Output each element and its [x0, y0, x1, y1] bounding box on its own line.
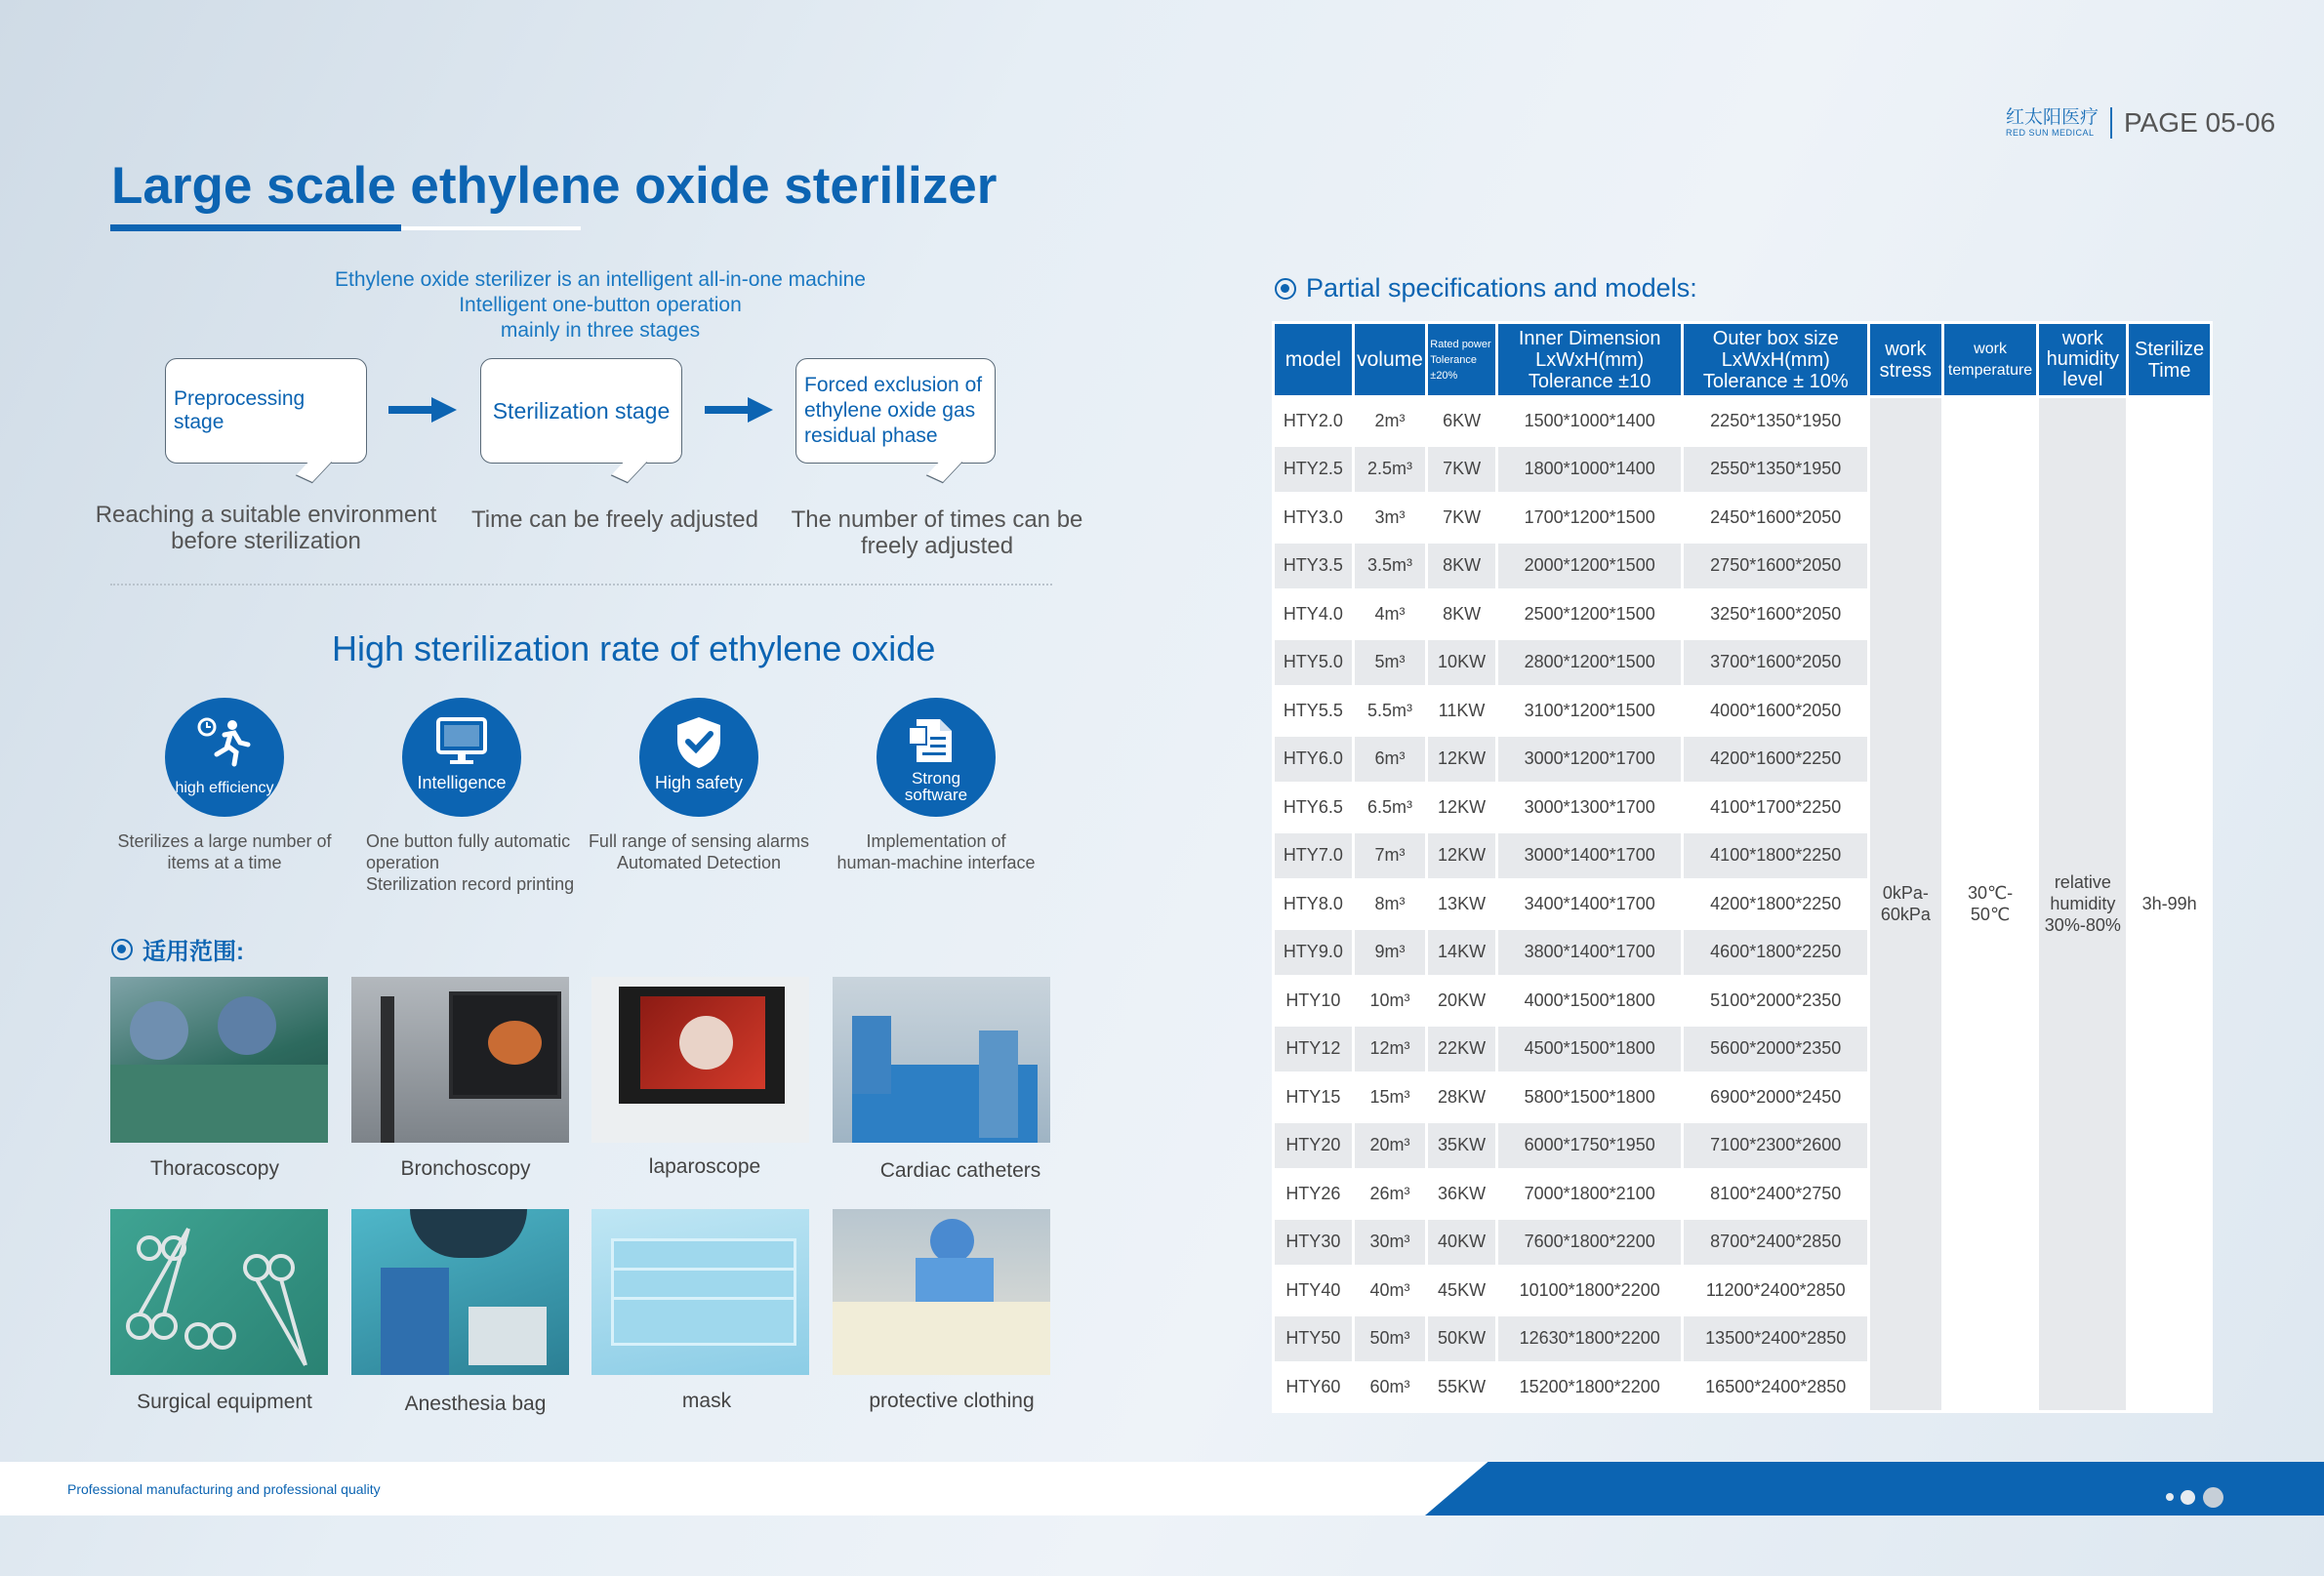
spec-cell-model: HTY9.0: [1275, 930, 1352, 976]
spec-cell-inner: 1700*1200*1500: [1498, 495, 1682, 541]
running-clock-icon: [195, 715, 254, 770]
spec-cell-outer: 3250*1600*2050: [1684, 591, 1867, 637]
spec-cell-volume: 12m³: [1355, 1027, 1426, 1072]
stage-caption: [88, 502, 444, 554]
spec-cell-outer: 11200*2400*2850: [1684, 1268, 1867, 1313]
feature-high-safety: [582, 698, 816, 873]
radio-bullet-icon: [111, 939, 133, 960]
header-line: Rated power: [1430, 338, 1491, 350]
header-line: temperature: [1947, 361, 2033, 379]
spec-cell-volume: 15m³: [1355, 1074, 1426, 1120]
spec-cell-power: 22KW: [1428, 1027, 1495, 1072]
spec-cell-inner: 3400*1400*1700: [1498, 881, 1682, 927]
cell-line: relative: [2054, 872, 2111, 893]
intro-line: Intelligent one-button operation: [459, 294, 742, 316]
spec-cell-volume: 20m³: [1355, 1123, 1426, 1169]
spec-cell-volume: 30m³: [1355, 1220, 1426, 1266]
header-line: Outer box size: [1712, 327, 1839, 349]
spec-cell-inner: 1500*1000*1400: [1498, 398, 1682, 444]
spec-cell-inner: 7000*1800*2100: [1498, 1171, 1682, 1217]
surgical-equipment-photo: [110, 1209, 328, 1375]
spec-cell-humidity: [2039, 398, 2126, 1410]
cell-line: humidity: [2050, 894, 2116, 914]
desc-line: Implementation of: [866, 831, 1006, 851]
caption-line: Reaching a suitable environment: [95, 502, 437, 528]
spec-cell-power: 6KW: [1428, 398, 1495, 444]
spec-cell-model: HTY6.5: [1275, 785, 1352, 830]
stage-label: Forced exclusion of: [804, 374, 983, 396]
spec-cell-outer: 2250*1350*1950: [1684, 398, 1867, 444]
spec-cell-power: 13KW: [1428, 881, 1495, 927]
stage-bubble-sterilization: [480, 358, 682, 464]
header-line: Tolerance ± 10%: [1702, 370, 1849, 392]
spec-cell-volume: 6.5m³: [1355, 785, 1426, 830]
desc-line: One button fully automatic: [366, 831, 571, 851]
cell-line: 0kPa-: [1882, 883, 1929, 904]
footer-dot-icon: [2166, 1493, 2174, 1501]
spec-cell-volume: 2.5m³: [1355, 447, 1426, 493]
spec-cell-power: 8KW: [1428, 591, 1495, 637]
spec-cell-inner: 15200*1800*2200: [1498, 1364, 1682, 1410]
spec-cell-outer: 5600*2000*2350: [1684, 1027, 1867, 1072]
laparoscope-photo: [591, 977, 809, 1143]
spec-cell-volume: 40m³: [1355, 1268, 1426, 1313]
header-line: humidity: [2046, 348, 2120, 370]
stage-bubble-exclusion: [795, 358, 996, 464]
spec-cell-inner: 5800*1500*1800: [1498, 1074, 1682, 1120]
spec-cell-power: 20KW: [1428, 978, 1495, 1024]
spec-cell-model: HTY26: [1275, 1171, 1352, 1217]
col-volume: volume: [1355, 324, 1426, 395]
feature-intelligence: [345, 698, 579, 895]
desc-line: items at a time: [167, 853, 282, 872]
shield-check-icon: [670, 715, 728, 770]
scissors-icon: [110, 1209, 328, 1375]
spec-cell-inner: 10100*1800*2200: [1498, 1268, 1682, 1313]
section-heading-rate: High sterilization rate of ethylene oxide: [332, 628, 936, 668]
spec-cell-inner: 2800*1200*1500: [1498, 640, 1682, 686]
spec-cell-volume: 3m³: [1355, 495, 1426, 541]
spec-header-row: [1275, 324, 2210, 395]
spec-cell-inner: 3000*1400*1700: [1498, 833, 1682, 879]
spec-cell-outer: 4100*1800*2250: [1684, 833, 1867, 879]
spec-cell-model: HTY15: [1275, 1074, 1352, 1120]
stage-label: ethylene oxide gas: [804, 399, 976, 422]
scope-heading: [111, 932, 244, 966]
spec-cell-power: 35KW: [1428, 1123, 1495, 1169]
spec-cell-model: HTY5.5: [1275, 688, 1352, 734]
spec-cell-volume: 4m³: [1355, 591, 1426, 637]
stage-label: Preprocessing stage: [174, 387, 306, 433]
caption-line: freely adjusted: [860, 533, 1014, 559]
spec-cell-inner: 2000*1200*1500: [1498, 544, 1682, 589]
spec-cell-power: 11KW: [1428, 688, 1495, 734]
spec-heading-text: Partial specifications and models:: [1306, 273, 1697, 303]
spec-cell-outer: 2750*1600*2050: [1684, 544, 1867, 589]
spec-cell-power: 8KW: [1428, 544, 1495, 589]
label-line: Strong: [911, 769, 961, 788]
feature-badge: [402, 698, 521, 817]
header-line: stress: [1879, 359, 1933, 382]
feature-label: High safety: [654, 773, 744, 792]
cell-line: 3h-99h: [2141, 894, 2197, 914]
feature-strong-software: [819, 698, 1053, 873]
feature-desc: [107, 830, 342, 873]
application-caption: Anesthesia bag: [404, 1393, 547, 1415]
spec-cell-power: 10KW: [1428, 640, 1495, 686]
spec-cell-power: 7KW: [1428, 447, 1495, 493]
spec-table: [1272, 321, 2213, 1413]
intro-line: mainly in three stages: [500, 319, 701, 342]
spec-cell-model: HTY2.0: [1275, 398, 1352, 444]
spec-cell-model: HTY7.0: [1275, 833, 1352, 879]
feature-high-efficiency: [107, 698, 342, 873]
col-outer: [1684, 324, 1867, 395]
feature-label: Intelligence: [417, 773, 507, 792]
caption-line: Time can be freely adjusted: [471, 506, 758, 533]
spec-cell-power: 14KW: [1428, 930, 1495, 976]
cell-line: 50℃: [1970, 905, 2011, 925]
spec-cell-model: HTY12: [1275, 1027, 1352, 1072]
feature-label: [877, 770, 996, 803]
caption-line: before sterilization: [171, 528, 361, 554]
spec-cell-volume: 26m³: [1355, 1171, 1426, 1217]
spec-cell-volume: 5.5m³: [1355, 688, 1426, 734]
col-model: model: [1275, 324, 1352, 395]
spec-cell-inner: 1800*1000*1400: [1498, 447, 1682, 493]
spec-cell-inner: 2500*1200*1500: [1498, 591, 1682, 637]
spec-cell-outer: 7100*2300*2600: [1684, 1123, 1867, 1169]
label-line: software: [904, 786, 968, 804]
footer-tagline: Professional manufacturing and professional quality: [67, 1481, 381, 1497]
bronchoscopy-photo: [351, 977, 569, 1143]
footer-dot-icon: [2181, 1490, 2195, 1505]
spec-cell-model: HTY3.5: [1275, 544, 1352, 589]
feature-badge: [639, 698, 758, 817]
spec-cell-outer: 13500*2400*2850: [1684, 1316, 1867, 1362]
document-icon: [907, 715, 965, 766]
desc-line: human-machine interface: [836, 853, 1036, 872]
section-divider: [110, 584, 1052, 586]
spec-cell-outer: 4600*1800*2250: [1684, 930, 1867, 976]
header-line: level: [2062, 369, 2103, 390]
spec-cell-outer: 8700*2400*2850: [1684, 1220, 1867, 1266]
spec-cell-model: HTY4.0: [1275, 591, 1352, 637]
spec-cell-time: [2129, 398, 2210, 1410]
thoracoscopy-photo: [110, 977, 328, 1143]
spec-cell-inner: 3000*1300*1700: [1498, 785, 1682, 830]
spec-cell-inner: 12630*1800*2200: [1498, 1316, 1682, 1362]
spec-cell-power: 45KW: [1428, 1268, 1495, 1313]
spec-cell-model: HTY30: [1275, 1220, 1352, 1266]
application-caption: Cardiac catheters: [879, 1159, 1041, 1182]
header-line: Tolerance ±10: [1528, 370, 1651, 392]
arrow-right-icon: [705, 395, 773, 424]
spec-cell-volume: 60m³: [1355, 1364, 1426, 1410]
spec-cell-outer: 2550*1350*1950: [1684, 447, 1867, 493]
spec-cell-outer: 6900*2000*2450: [1684, 1074, 1867, 1120]
radio-bullet-icon: [1275, 278, 1296, 300]
desc-line: Sterilization record printing: [366, 874, 575, 894]
spec-cell-outer: 16500*2400*2850: [1684, 1364, 1867, 1410]
spec-cell-outer: 4000*1600*2050: [1684, 688, 1867, 734]
spec-cell-power: 50KW: [1428, 1316, 1495, 1362]
brand-name-en: RED SUN MEDICAL: [2006, 128, 2095, 138]
spec-heading: [1275, 273, 1697, 303]
spec-cell-inner: 3800*1400*1700: [1498, 930, 1682, 976]
spec-cell-outer: 5100*2000*2350: [1684, 978, 1867, 1024]
col-power: [1428, 324, 1495, 395]
spec-cell-power: 28KW: [1428, 1074, 1495, 1120]
spec-cell-model: HTY40: [1275, 1268, 1352, 1313]
spec-cell-volume: 2m³: [1355, 398, 1426, 444]
spec-cell-power: 55KW: [1428, 1364, 1495, 1410]
feature-desc: [582, 830, 816, 873]
desc-line: Automated Detection: [616, 853, 782, 872]
intro-line: Ethylene oxide sterilizer is an intelligent all-in-one machine: [335, 268, 866, 291]
feature-desc: [345, 830, 579, 895]
header-line: work: [1974, 340, 2007, 357]
desc-line: Full range of sensing alarms: [588, 831, 810, 851]
header-line: Sterilize: [2135, 338, 2205, 360]
header-line: Tolerance: [1430, 353, 1477, 366]
spec-cell-power: 12KW: [1428, 785, 1495, 830]
feature-badge: [165, 698, 284, 817]
spec-cell-volume: 3.5m³: [1355, 544, 1426, 589]
anesthesia-bag-photo: [351, 1209, 569, 1375]
application-caption: laparoscope: [648, 1155, 761, 1178]
spec-cell-model: HTY10: [1275, 978, 1352, 1024]
spec-cell-volume: 9m³: [1355, 930, 1426, 976]
spec-cell-inner: 6000*1750*1950: [1498, 1123, 1682, 1169]
spec-cell-inner: 4500*1500*1800: [1498, 1027, 1682, 1072]
col-humidity: [2039, 324, 2126, 395]
stage-caption: [781, 506, 1093, 559]
desc-line: Sterilizes a large number of: [117, 831, 332, 851]
spec-cell-model: HTY50: [1275, 1316, 1352, 1362]
spec-cell-outer: 2450*1600*2050: [1684, 495, 1867, 541]
header-line: ±20%: [1430, 369, 1458, 382]
brand-name-zh: 红太阳医疗: [2006, 107, 2100, 128]
application-caption: protective clothing: [869, 1390, 1035, 1412]
spec-cell-power: 12KW: [1428, 737, 1495, 783]
spec-cell-inner: 4000*1500*1800: [1498, 978, 1682, 1024]
cardiac-catheters-photo: [833, 977, 1050, 1143]
spec-cell-volume: 7m³: [1355, 833, 1426, 879]
spec-row: [1275, 398, 2210, 444]
spec-cell-power: 12KW: [1428, 833, 1495, 879]
spec-cell-model: HTY20: [1275, 1123, 1352, 1169]
spec-cell-outer: 4100*1700*2250: [1684, 785, 1867, 830]
spec-cell-volume: 10m³: [1355, 978, 1426, 1024]
spec-cell-power: 7KW: [1428, 495, 1495, 541]
spec-cell-model: HTY6.0: [1275, 737, 1352, 783]
mask-photo: [591, 1209, 809, 1375]
caption-line: The number of times can be: [791, 506, 1083, 533]
spec-cell-model: HTY5.0: [1275, 640, 1352, 686]
cell-line: 30℃-: [1967, 883, 2014, 904]
page-number: PAGE 05-06: [2124, 107, 2276, 138]
spec-cell-model: HTY2.5: [1275, 447, 1352, 493]
title-underline: [110, 224, 401, 231]
header-line: Inner Dimension: [1518, 327, 1661, 349]
header-line: LxWxH(mm): [1535, 348, 1645, 371]
stage-label: residual phase: [804, 424, 938, 447]
spec-cell-power: 40KW: [1428, 1220, 1495, 1266]
spec-cell-temperature: [1944, 398, 2037, 1410]
protective-clothing-photo: [833, 1209, 1050, 1375]
page-title: Large scale ethylene oxide sterilizer: [111, 157, 998, 215]
brand-logo: [2006, 108, 2099, 138]
header-line: work: [2061, 328, 2103, 349]
application-caption: mask: [681, 1390, 732, 1412]
header-line: LxWxH(mm): [1721, 348, 1830, 371]
col-stress: [1870, 324, 1941, 395]
spec-cell-inner: 3100*1200*1500: [1498, 688, 1682, 734]
intro-text: [293, 267, 908, 343]
col-inner: [1498, 324, 1682, 395]
feature-desc: [819, 830, 1053, 873]
spec-cell-volume: 5m³: [1355, 640, 1426, 686]
desc-line: operation: [366, 853, 440, 872]
monitor-icon: [432, 715, 491, 770]
spec-cell-inner: 3000*1200*1700: [1498, 737, 1682, 783]
spec-cell-inner: 7600*1800*2200: [1498, 1220, 1682, 1266]
spec-cell-outer: 4200*1800*2250: [1684, 881, 1867, 927]
feature-badge: [877, 698, 996, 817]
spec-cell-outer: 3700*1600*2050: [1684, 640, 1867, 686]
spec-cell-volume: 6m³: [1355, 737, 1426, 783]
header-line: work: [1885, 338, 1927, 360]
cell-line: 30%-80%: [2044, 915, 2121, 936]
footer-dot-icon: [2203, 1487, 2223, 1508]
spec-cell-outer: 4200*1600*2250: [1684, 737, 1867, 783]
spec-cell-outer: 8100*2400*2750: [1684, 1171, 1867, 1217]
spec-cell-model: HTY8.0: [1275, 881, 1352, 927]
stage-label: Sterilization stage: [492, 397, 671, 424]
header-line: Time: [2147, 359, 2191, 382]
scope-heading-text: 适用范围:: [143, 939, 244, 965]
application-caption: Bronchoscopy: [400, 1157, 531, 1180]
spec-cell-volume: 50m³: [1355, 1316, 1426, 1362]
brand-divider: [2110, 107, 2112, 139]
spec-cell-volume: 8m³: [1355, 881, 1426, 927]
title-underline-accent: [401, 226, 581, 230]
application-caption: Thoracoscopy: [150, 1157, 279, 1180]
brand-block: [2006, 107, 2275, 139]
arrow-right-icon: [388, 395, 457, 424]
stage-bubble-preprocessing: [165, 358, 367, 464]
spec-cell-model: HTY60: [1275, 1364, 1352, 1410]
spec-cell-model: HTY3.0: [1275, 495, 1352, 541]
col-time: [2129, 324, 2210, 395]
col-temperature: [1944, 324, 2037, 395]
stage-caption: [459, 506, 771, 533]
cell-line: 60kPa: [1880, 905, 1931, 925]
spec-cell-power: 36KW: [1428, 1171, 1495, 1217]
feature-label: high efficiency: [175, 780, 274, 796]
spec-cell-stress: [1870, 398, 1941, 1410]
application-caption: Surgical equipment: [137, 1391, 312, 1413]
footer-accent-band: [1425, 1462, 2324, 1515]
